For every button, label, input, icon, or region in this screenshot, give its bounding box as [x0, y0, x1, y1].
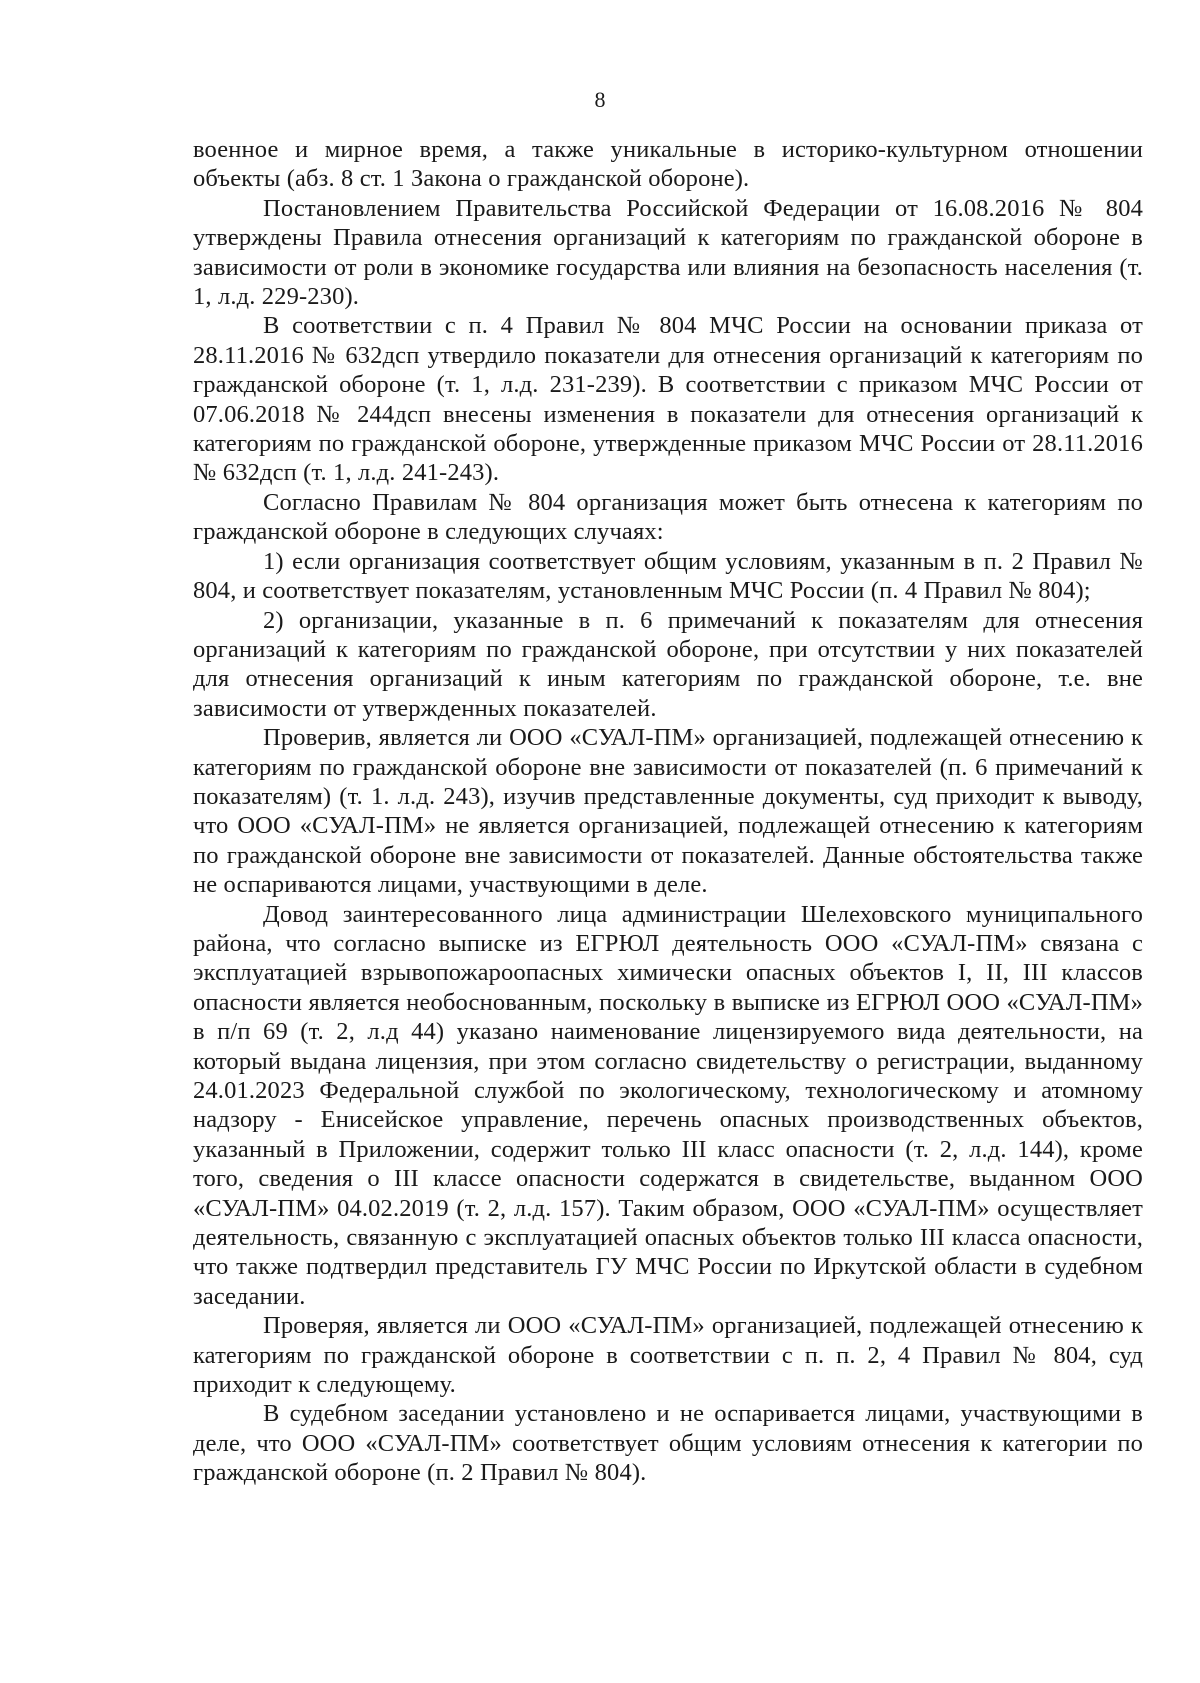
paragraph-decree-804: Постановлением Правительства Российской Федерации от 16.08.2016 № 804 утверждены Правила отнесения организаций к категориям по гражданской обороне в зависимости от роли в экономике государства или влияния на безопасность населения (т. 1, л.д. 229-230). — [193, 194, 1143, 311]
page-number: 8 — [594, 87, 606, 112]
paragraph-checking-rules: Проверяя, является ли ООО «СУАЛ-ПМ» организацией, подлежащей отнесению к категориям по гражданской обороне в соответствии с п. п. 2, 4 Правил № 804, суд приходит к следующему. — [193, 1312, 1143, 1399]
document-body — [193, 135, 1143, 1488]
paragraph-case-2: 2) организации, указанные в п. 6 примечаний к показателям для отнесения организаций к категориям по гражданской обороне, при отсутствии у них показателей для отнесения организаций к иным категориям по гражданской обороне, т.е. вне зависимости от утвержденных показателей. — [193, 606, 1143, 722]
paragraph-administration-argument: Довод заинтересованного лица администрации Шелеховского муниципального района, что согласно выписке из ЕГРЮЛ деятельность ООО «СУАЛ-ПМ» связана с эксплуатацией взрывопожароопасных химически опасных объектов I, II, III классов опасности является необоснованным, поскольку в выписке из ЕГРЮЛ ООО «СУАЛ-ПМ» в п/п 69 (т. 2, л.д 44) указано наименование лицензируемого вида деятельности, на который выдана лицензия, при этом согласно свидетельству о регистрации, выданному 24.01.2023 Федеральной службой по экологическому, технологическому и атомному надзору - Енисейское управление, перечень опасных производственных объектов, указанный в Приложении, содержит только III класс опасности (т. 2, л.д. 144), кроме того, сведения о III классе опасности содержатся в свидетельстве, выданном ООО «СУАЛ-ПМ» 04.02.2019 (т. 2, л.д. 157). Таким образом, ООО «СУАЛ-ПМ» осуществляет деятельность, связанную с эксплуатацией опасных объектов только III класса опасности, что также подтвердил представитель ГУ МЧС России по Иркутской области в судебном заседании. — [193, 900, 1143, 1310]
paragraph-mchs-indicators: В соответствии с п. 4 Правил № 804 МЧС России на основании приказа от 28.11.2016 № 632дсп утвердило показатели для отнесения организаций к категориям по гражданской обороне (т. 1, л.д. 231-239). В соответствии с приказом МЧС России от 07.06.2018 № 244дсп внесены изменения в показатели для отнесения организаций к категориям по гражданской обороне, утвержденные приказом МЧС России от 28.11.2016 № 632дсп (т. 1, л.д. 241-243). — [193, 312, 1143, 487]
paragraph-established: В судебном заседании установлено и не оспаривается лицами, участвующими в деле, что ООО «СУАЛ-ПМ» соответствует общим условиям отнесения к категории по гражданской обороне (п. 2 Правил № 804). — [193, 1400, 1143, 1487]
paragraph-court-check: Проверив, является ли ООО «СУАЛ-ПМ» организацией, подлежащей отнесению к категориям по гражданской обороне вне зависимости от показателей (п. 6 примечаний к показателям) (т. 1. л.д. 243), изучив представленные документы, суд приходит к выводу, что ООО «СУАЛ-ПМ» не является организацией, подлежащей отнесению к категориям по гражданской обороне вне зависимости от показателей. Данные обстоятельства также не оспариваются лицами, участвующими в деле. — [193, 724, 1143, 899]
paragraph-case-1: 1) если организация соответствует общим условиям, указанным в п. 2 Правил № 804, и соответствует показателям, установленным МЧС России (п. 4 Правил № 804); — [193, 547, 1143, 605]
paragraph-continuation: военное и мирное время, а также уникальные в историко-культурном отношении объекты (абз. 8 ст. 1 Закона о гражданской обороне). — [193, 136, 1143, 193]
paragraph-rules-cases: Согласно Правилам № 804 организация может быть отнесена к категориям по гражданской обороне в следующих случаях: — [193, 488, 1143, 546]
